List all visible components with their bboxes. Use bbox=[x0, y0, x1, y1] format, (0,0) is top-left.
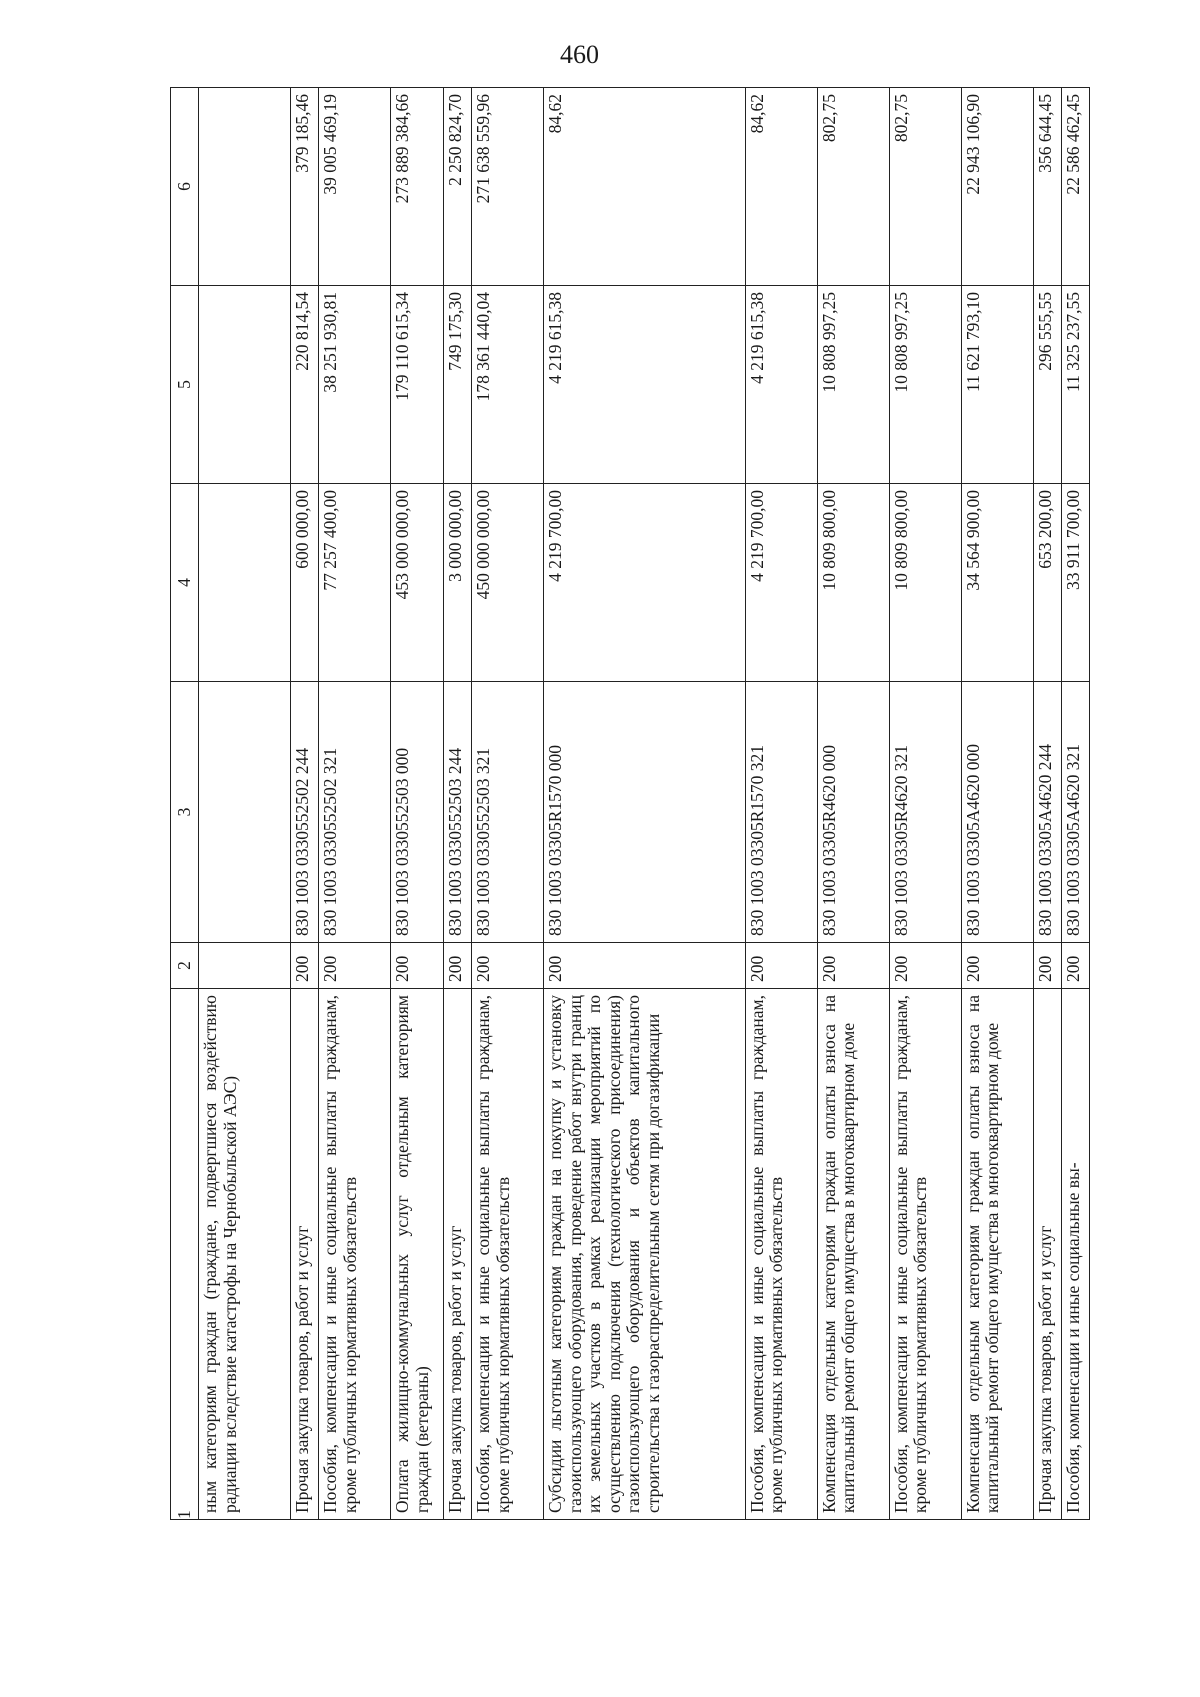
row-value-6: 802,75 bbox=[889, 88, 961, 286]
row-description: Прочая закупка товаров, работ и услуг bbox=[291, 989, 319, 1520]
row-value-6 bbox=[199, 88, 291, 286]
row-value-4: 77 257 400,00 bbox=[319, 484, 391, 682]
row-value-6: 273 889 384,66 bbox=[391, 88, 444, 286]
row-value-6: 2 250 824,70 bbox=[444, 88, 472, 286]
row-code-3: 830 1003 03305R4620 000 bbox=[817, 682, 889, 943]
row-value-5: 296 555,55 bbox=[1033, 286, 1061, 484]
column-header-2: 2 bbox=[171, 943, 199, 989]
table-row bbox=[391, 88, 444, 1520]
table-row bbox=[961, 88, 1033, 1520]
row-code-2: 200 bbox=[1033, 943, 1061, 989]
row-code-3: 830 1003 0330552503 000 bbox=[391, 682, 444, 943]
row-code-2: 200 bbox=[391, 943, 444, 989]
row-code-3: 830 1003 03305A4620 000 bbox=[961, 682, 1033, 943]
row-value-4: 4 219 700,00 bbox=[745, 484, 817, 682]
table-row bbox=[745, 88, 817, 1520]
row-value-4: 33 911 700,00 bbox=[1061, 484, 1089, 682]
column-header-3: 3 bbox=[171, 682, 199, 943]
row-value-5: 4 219 615,38 bbox=[544, 286, 745, 484]
row-code-2: 200 bbox=[472, 943, 544, 989]
row-code-2: 200 bbox=[291, 943, 319, 989]
row-description: Компенсация отдельным категориям граждан оплаты взноса на капитальный ремонт общего имущества в многоквартирном доме bbox=[961, 989, 1033, 1520]
column-header-6: 6 bbox=[171, 88, 199, 286]
row-value-5: 38 251 930,81 bbox=[319, 286, 391, 484]
row-code-3: 830 1003 03305R1570 000 bbox=[544, 682, 745, 943]
row-code-3: 830 1003 0330552502 244 bbox=[291, 682, 319, 943]
row-value-5: 10 808 997,25 bbox=[817, 286, 889, 484]
row-value-4 bbox=[199, 484, 291, 682]
row-value-5: 749 175,30 bbox=[444, 286, 472, 484]
row-description: Субсидии льготным категориям граждан на покупку и установку газоиспользующего оборудования, проведение работ внутри границ их земельных участков в рамках реализации мероприятий по осуществлению подключения (технологического присоединения) газоиспользующего оборудования и объектов капитального строительства к газораспределительным сетям при догазификации bbox=[544, 989, 745, 1520]
row-value-6: 22 586 462,45 bbox=[1061, 88, 1089, 286]
row-code-2: 200 bbox=[745, 943, 817, 989]
table-row bbox=[544, 88, 745, 1520]
row-code-2 bbox=[199, 943, 291, 989]
column-header-5: 5 bbox=[171, 286, 199, 484]
row-code-3: 830 1003 0330552503 244 bbox=[444, 682, 472, 943]
row-value-5: 179 110 615,34 bbox=[391, 286, 444, 484]
row-value-4: 3 000 000,00 bbox=[444, 484, 472, 682]
row-code-3: 830 1003 03305R1570 321 bbox=[745, 682, 817, 943]
budget-table bbox=[170, 87, 1090, 1520]
budget-table-rotated bbox=[170, 95, 1090, 1520]
table-row bbox=[817, 88, 889, 1520]
row-value-5: 11 325 237,55 bbox=[1061, 286, 1089, 484]
table-row bbox=[1061, 88, 1089, 1520]
row-code-3: 830 1003 0330552502 321 bbox=[319, 682, 391, 943]
page-number: 460 bbox=[560, 40, 599, 69]
row-value-4: 450 000 000,00 bbox=[472, 484, 544, 682]
row-value-5: 10 808 997,25 bbox=[889, 286, 961, 484]
row-code-2: 200 bbox=[889, 943, 961, 989]
row-code-3: 830 1003 03305R4620 321 bbox=[889, 682, 961, 943]
row-code-3: 830 1003 03305A4620 321 bbox=[1061, 682, 1089, 943]
row-value-5: 220 814,54 bbox=[291, 286, 319, 484]
row-code-3: 830 1003 0330552503 321 bbox=[472, 682, 544, 943]
row-value-4: 10 809 800,00 bbox=[817, 484, 889, 682]
table-header-row bbox=[171, 88, 199, 1520]
row-value-6: 22 943 106,90 bbox=[961, 88, 1033, 286]
row-description: ным категориям граждан (граждане, подвергшиеся воздействию радиации вследствие катастрофы на Чернобыльской АЭС) bbox=[199, 989, 291, 1520]
row-description: Пособия, компенсации и иные социальные выплаты гражданам, кроме публичных нормативных обязательств bbox=[319, 989, 391, 1520]
row-description: Пособия, компенсации и иные социальные выплаты гражданам, кроме публичных нормативных обязательств bbox=[472, 989, 544, 1520]
row-value-4: 600 000,00 bbox=[291, 484, 319, 682]
row-value-6: 84,62 bbox=[745, 88, 817, 286]
row-value-4: 34 564 900,00 bbox=[961, 484, 1033, 682]
row-description: Пособия, компенсации и иные социальные выплаты гражданам, кроме публичных нормативных обязательств bbox=[745, 989, 817, 1520]
row-code-3 bbox=[199, 682, 291, 943]
row-value-6: 356 644,45 bbox=[1033, 88, 1061, 286]
row-code-2: 200 bbox=[817, 943, 889, 989]
row-value-5: 178 361 440,04 bbox=[472, 286, 544, 484]
row-description: Пособия, компенсации и иные социальные вы- bbox=[1061, 989, 1089, 1520]
row-value-5: 11 621 793,10 bbox=[961, 286, 1033, 484]
row-value-4: 4 219 700,00 bbox=[544, 484, 745, 682]
column-header-4: 4 bbox=[171, 484, 199, 682]
row-code-3: 830 1003 03305A4620 244 bbox=[1033, 682, 1061, 943]
row-code-2: 200 bbox=[444, 943, 472, 989]
row-value-6: 39 005 469,19 bbox=[319, 88, 391, 286]
table-row bbox=[319, 88, 391, 1520]
table-row bbox=[1033, 88, 1061, 1520]
row-description: Прочая закупка товаров, работ и услуг bbox=[444, 989, 472, 1520]
table-row bbox=[889, 88, 961, 1520]
row-value-4: 10 809 800,00 bbox=[889, 484, 961, 682]
table-row bbox=[472, 88, 544, 1520]
row-value-4: 453 000 000,00 bbox=[391, 484, 444, 682]
row-value-6: 379 185,46 bbox=[291, 88, 319, 286]
row-description: Прочая закупка товаров, работ и услуг bbox=[1033, 989, 1061, 1520]
row-value-6: 84,62 bbox=[544, 88, 745, 286]
column-header-1: 1 bbox=[171, 989, 199, 1520]
row-code-2: 200 bbox=[961, 943, 1033, 989]
row-value-6: 271 638 559,96 bbox=[472, 88, 544, 286]
row-value-4: 653 200,00 bbox=[1033, 484, 1061, 682]
row-code-2: 200 bbox=[319, 943, 391, 989]
row-value-5 bbox=[199, 286, 291, 484]
row-description: Оплата жилищно-коммунальных услуг отдельным категориям граждан (ветераны) bbox=[391, 989, 444, 1520]
row-description: Компенсация отдельным категориям граждан оплаты взноса на капитальный ремонт общего имущества в многоквартирном доме bbox=[817, 989, 889, 1520]
row-description: Пособия, компенсации и иные социальные выплаты гражданам, кроме публичных нормативных обязательств bbox=[889, 989, 961, 1520]
row-value-5: 4 219 615,38 bbox=[745, 286, 817, 484]
row-code-2: 200 bbox=[1061, 943, 1089, 989]
table-row bbox=[199, 88, 291, 1520]
table-row bbox=[444, 88, 472, 1520]
row-value-6: 802,75 bbox=[817, 88, 889, 286]
row-code-2: 200 bbox=[544, 943, 745, 989]
table-row bbox=[291, 88, 319, 1520]
